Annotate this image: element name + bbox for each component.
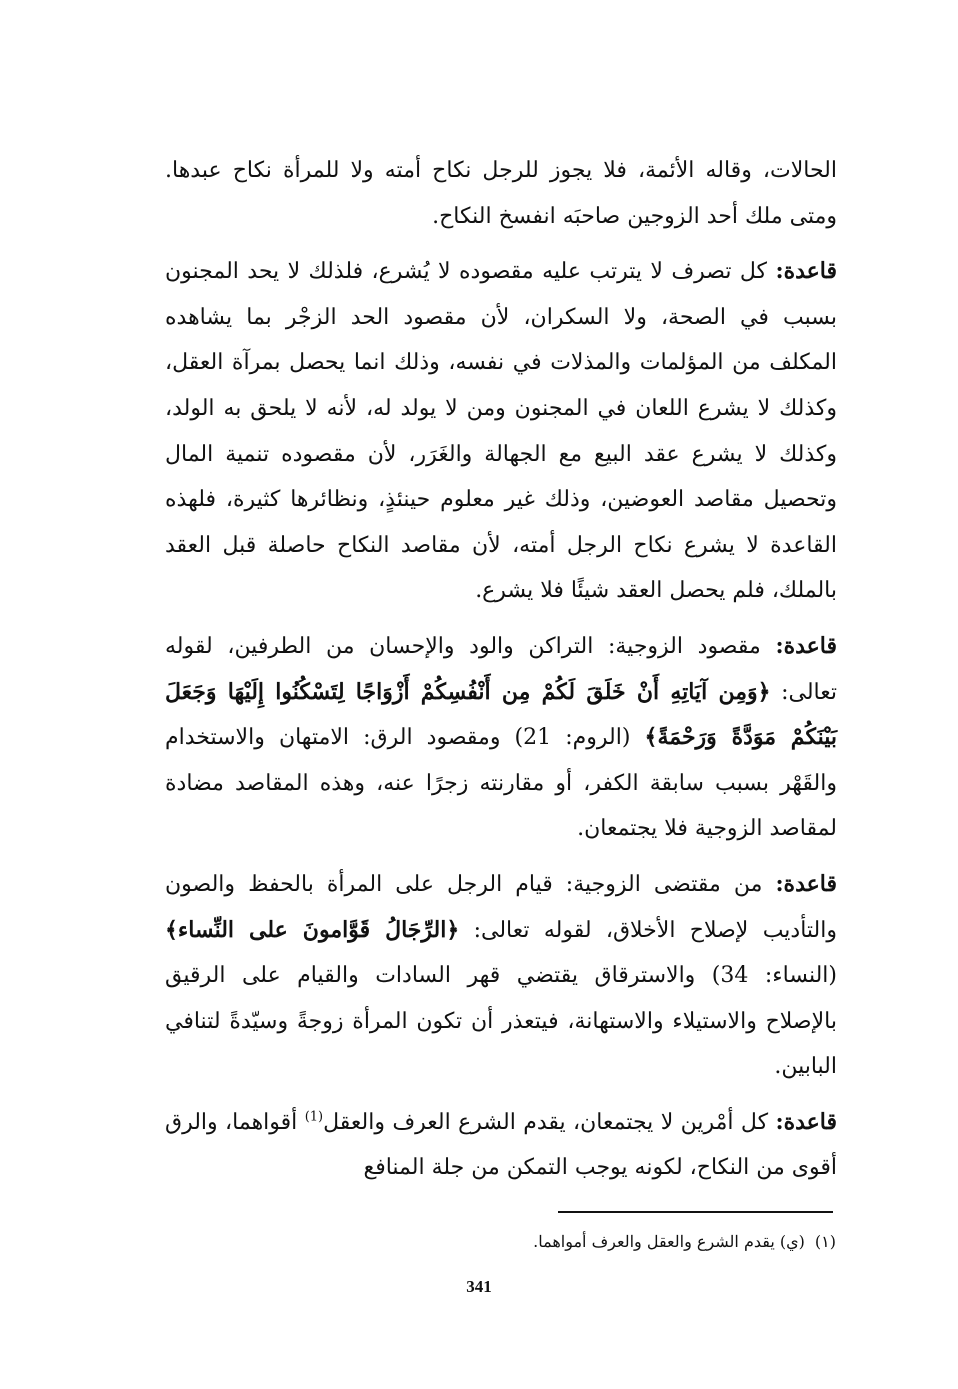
rule-heading: قاعدة: — [775, 1108, 838, 1135]
paragraph-2 — [165, 249, 837, 614]
rule-text: (الروم: 21) ومقصود الرق: الامتهان والاستخدام والقَهْر بسبب سابقة الكفر، أو مقارنته زجرًا عنه، وهذه المقاصد مضادة لمقاصد الزوجية فلا يجتمعان. — [165, 725, 837, 842]
rule-text: مقصود الزوجية: التراكن والود والإحسان من الطرفين، لقوله تعالى: — [165, 633, 837, 705]
paragraph-1: الحالات، وقاله الأئمة، فلا يجوز للرجل نكاح أمته ولا للمرأة نكاح عبدها. ومتى ملك أحد الزوجين صاحبَه انفسخ النكاح. — [165, 158, 837, 229]
footnote-marker: (١) — [814, 1232, 836, 1251]
main-text — [165, 148, 837, 1191]
quran-verse: ﴿وَمِن آيَاتِهِ أَنْ خَلَقَ لَكُمْ مِن أَنْفُسِكُمْ أَزْوَاجًا لِتَسْكُنُوا إِلَيْهَا وَجَعَلَ بَيْنَكُمْ مَوَدَّةً وَرَحْمَةً﴾ — [165, 678, 837, 751]
paragraph-3 — [165, 624, 837, 852]
rule-text: كل تصرف لا يترتب عليه مقصوده لا يُشرع، فلذلك لا يحد المجنون بسبب في الصحة، ولا السكران، لأن مقصود الحد الزجْر بما يشاهده المكلف من المؤلمات والمذلات في نفسه، وذلك انما يحصل بمرآة العقل، وكذلك لا يشرع اللعان في المجنون ومن لا يولد له، لأنه لا يلحق به الولد، وكذلك لا يشرع عقد البيع مع الجهالة والغَرَر، لأن مقصوده تنمية المال وتحصيل مقاصد العوضين، وذلك غير معلوم حينئذٍ، ونظائرها كثيرة، فلهذه القاعدة لا يشرع نكاح الرجل أمته، لأن مقاصد النكاح حاصلة قبل العقد بالملك، فلم يحصل العقد شيئًا فلا يشرع. — [165, 259, 837, 604]
footnote-text: (ي) يقدم الشرع والعقل والعرف أمواهما. — [533, 1232, 805, 1251]
rule-text: من مقتضى الزوجية: قيام الرجل على المرأة بالحفظ والصون والتأديب لإصلاح الأخلاق، لقوله تعالى: — [165, 871, 837, 943]
rule-heading: قاعدة: — [775, 632, 837, 659]
rule-text: أقواهما، والرق أقوى من النكاح، لكونه يوجب التمكن من جلة المنافع — [165, 1109, 837, 1181]
rule-text: (النساء: 34) والاسترقاق يقتضي قهر السادات والقيام على الرقيق بالإصلاح والاستيلاء والاستهانة، فيتعذر أن تكون المرأة زوجةً وسيّدةً لتنافي البابين. — [165, 963, 838, 1080]
page-number: 341 — [466, 1277, 492, 1296]
paragraph-4 — [165, 862, 837, 1090]
footnote — [420, 1229, 836, 1255]
rule-text: كل أمْرين لا يجتمعان، يقدم الشرع العرف والعقل — [323, 1109, 769, 1135]
footnote-reference: (1) — [304, 1109, 324, 1125]
footnote-divider — [558, 1211, 833, 1213]
quran-verse: ﴿الرِّجَالُ قَوَّامونَ على النِّساء﴾ — [165, 916, 460, 943]
rule-heading: قاعدة: — [775, 258, 837, 285]
rule-heading: قاعدة: — [775, 870, 837, 897]
paragraph-5 — [165, 1100, 837, 1191]
